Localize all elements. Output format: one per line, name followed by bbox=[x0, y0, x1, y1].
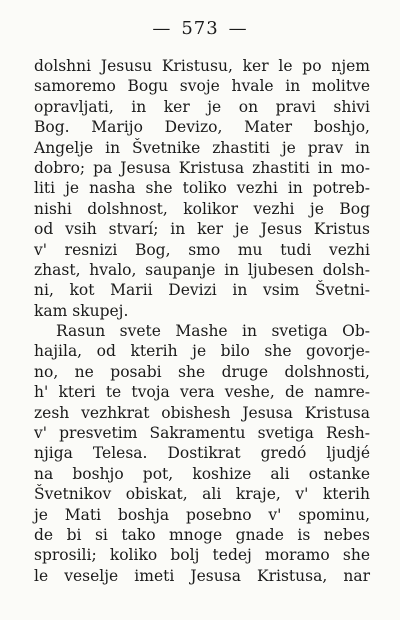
text-line: le veselje imeti Jesusa Kristusa, nar bbox=[34, 566, 370, 585]
header-dash-left: — bbox=[152, 18, 172, 39]
text-line: nishi dolshnost, kolikor vezhi je Bog bbox=[34, 199, 370, 218]
text-line: h' kteri te tvoja vera veshe, de namre- bbox=[34, 383, 370, 402]
header-dash-right: — bbox=[228, 18, 248, 39]
text-line: zesh vezhkrat obishesh Jesusa Kristusa bbox=[34, 403, 370, 422]
text-line: sprosili; koliko bolj tedej moramo she bbox=[34, 546, 370, 565]
page-number: 573 bbox=[181, 18, 219, 39]
text-line: njiga Telesa. Dostikrat gredó ljudjé bbox=[34, 444, 370, 463]
text-line: Bog. Marijo Devizo, Mater boshjo, bbox=[34, 118, 370, 137]
text-line: opravljati, in ker je on pravi shivi bbox=[34, 97, 370, 116]
text-line: v' presvetim Sakramentu svetiga Resh- bbox=[34, 424, 370, 443]
text-line: Rasun svete Mashe in svetiga Ob- bbox=[56, 322, 370, 341]
text-line: od vsih stvarí; in ker je Jesus Kristus bbox=[34, 220, 370, 239]
page-header bbox=[0, 18, 400, 39]
text-line: na boshjo pot, koshize ali ostanke bbox=[34, 464, 370, 483]
body-text bbox=[34, 56, 370, 586]
text-line: ni, kot Marii Devizi in vsim Švetni- bbox=[34, 281, 370, 300]
text-line: dobro; pa Jesusa Kristusa zhastiti in mo- bbox=[34, 158, 370, 177]
text-line: liti je nasha she toliko vezhi in potreb- bbox=[34, 179, 370, 198]
text-line: de bi si tako mnoge gnade is nebes bbox=[34, 525, 370, 544]
text-line: je Mati boshja posebno v' spominu, bbox=[34, 505, 370, 524]
text-line: Švetnikov obiskat, ali kraje, v' kterih bbox=[34, 485, 370, 504]
text-line: samoremo Bogu svoje hvale in molitve bbox=[34, 77, 370, 96]
text-line: kam skupej. bbox=[34, 301, 129, 320]
text-line: dolshni Jesusu Kristusu, ker le po njem bbox=[34, 57, 370, 75]
paragraph bbox=[34, 56, 370, 321]
text-line: no, ne posabi she druge dolshnosti, bbox=[34, 362, 370, 381]
text-line: zhast, hvalo, saupanje in ljubesen dolsh- bbox=[34, 260, 370, 279]
text-line: v' resnizi Bog, smo mu tudi vezhi bbox=[34, 240, 370, 259]
text-line: hajila, od kterih je bilo she govorje- bbox=[34, 342, 370, 361]
text-line: Angelje in Švetnike zhastiti je prav in bbox=[34, 138, 370, 157]
paragraph bbox=[34, 321, 370, 586]
